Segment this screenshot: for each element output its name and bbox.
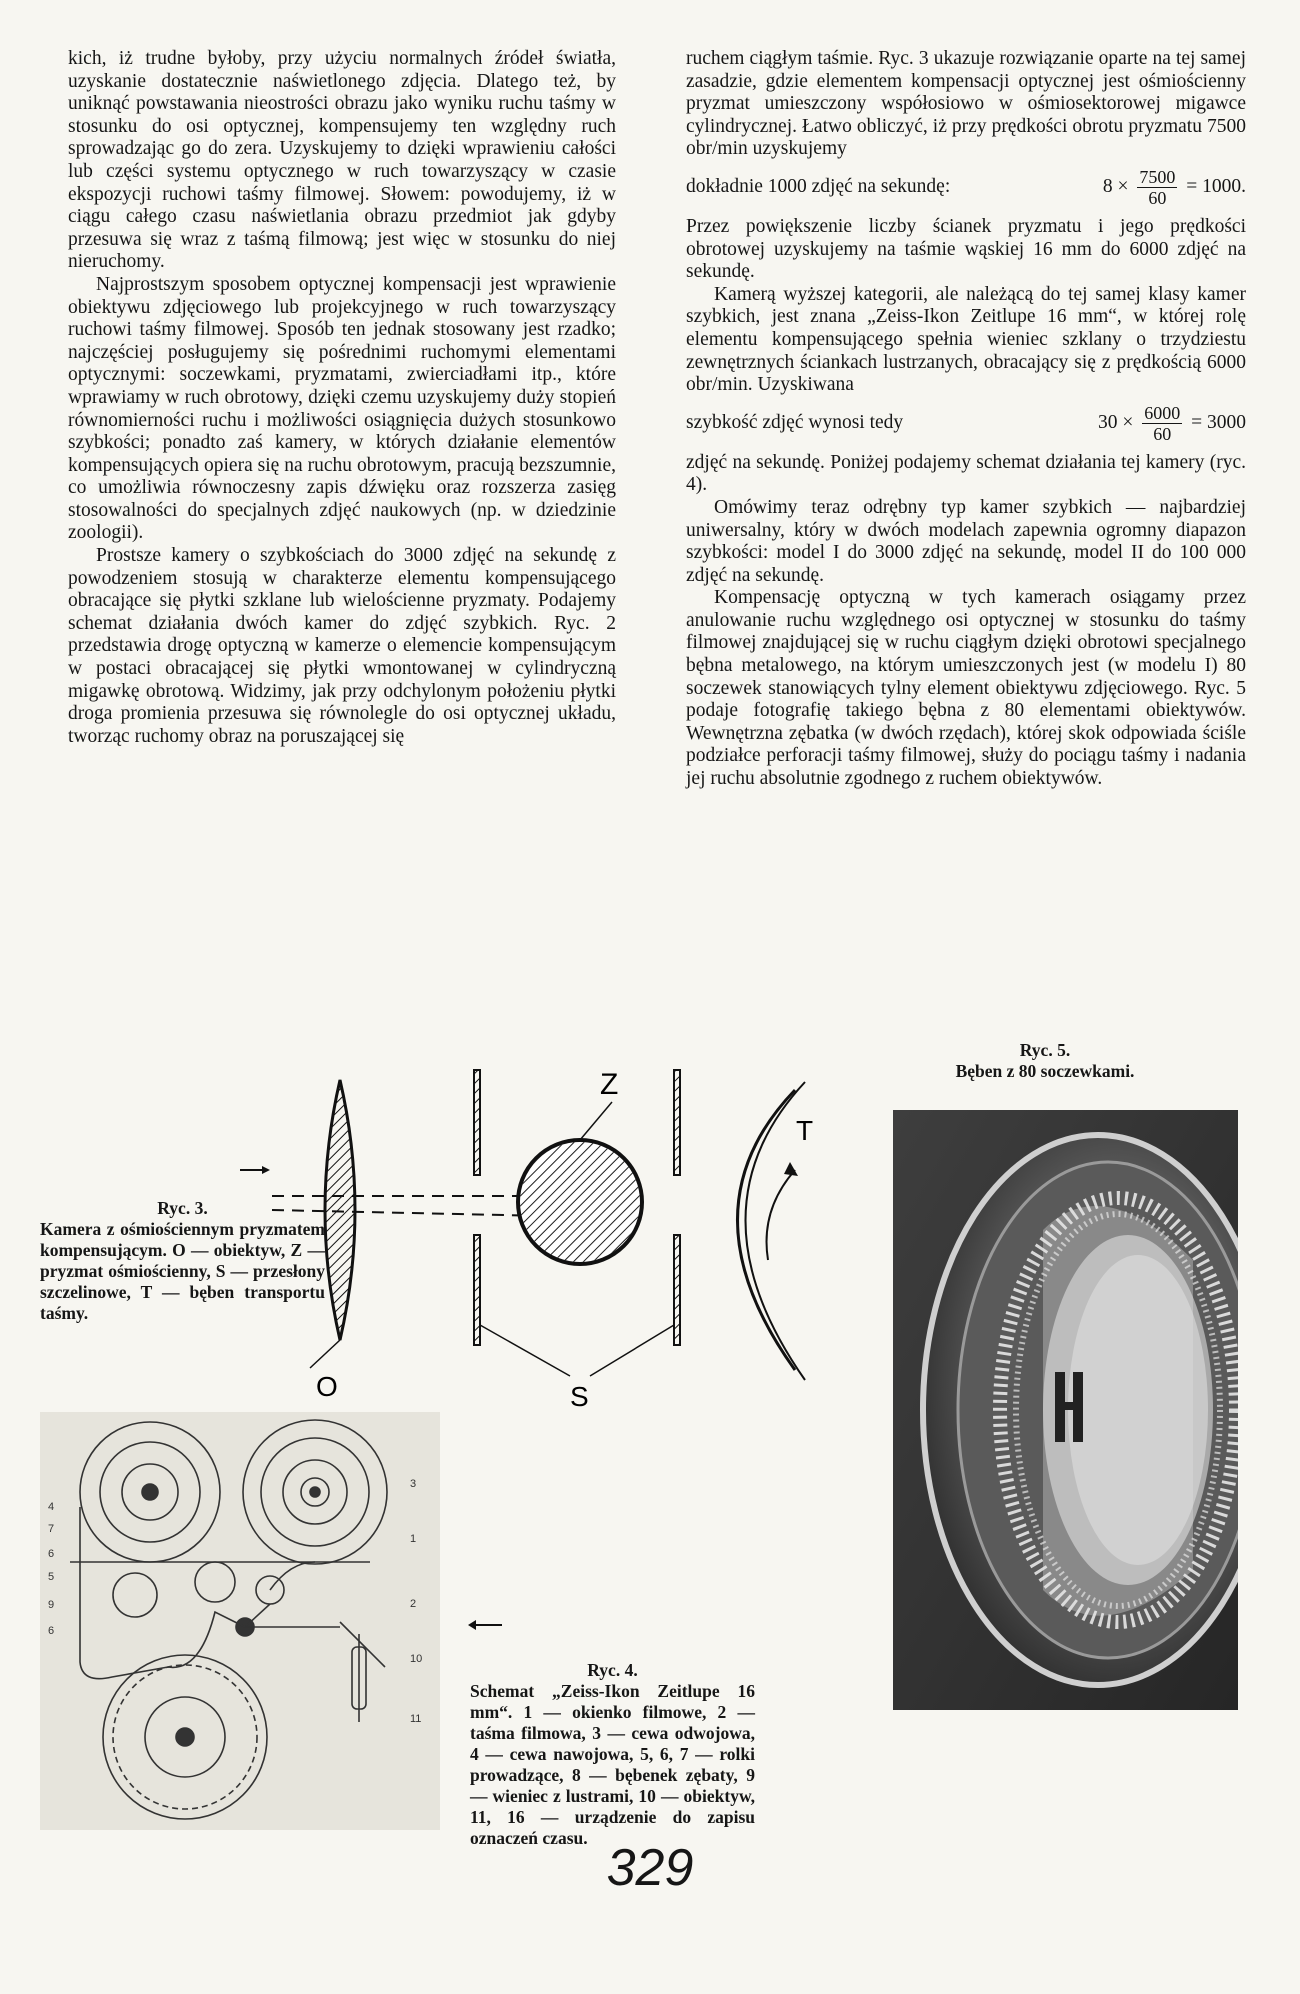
svg-text:7: 7	[48, 1523, 55, 1535]
fraction-numerator: 6000	[1144, 402, 1181, 423]
caption-title: Ryc. 3.	[157, 1198, 208, 1218]
figure-5-caption	[880, 1040, 1210, 1082]
paragraph: Kamerą wyższej kategorii, ale należącą do tej samej klasy kamer szybkich, jest znana „Zeiss-Ikon Zeitlupe 16 mm“, w której rolę elementu kompensującego spełnia wieniec szklany o trzydziestu zewnętrznych ściankach lustrzanych, obracający się z prędkością 6000 obr/min. Uzyskiwana	[686, 283, 1246, 396]
page-number: 329	[606, 1839, 694, 1897]
figure-4-schematic	[40, 1412, 440, 1830]
svg-text:9: 9	[48, 1599, 55, 1611]
svg-text:1: 1	[410, 1533, 417, 1545]
caption-title: Ryc. 4.	[587, 1660, 638, 1680]
caption-text: Bęben z 80 soczewkami.	[955, 1061, 1135, 1081]
caption-title: Ryc. 5.	[1019, 1040, 1071, 1060]
fraction-denominator: 60	[1153, 423, 1172, 444]
svg-text:4: 4	[48, 1501, 55, 1513]
paragraph: Kompensację optyczną w tych kamerach osiągamy przez anulowanie ruchu względnego osi optycznej w stosunku do taśmy filmowej znajdującej się w ruchu ciągłym dzięki obrotowi specjalnego bębna metalowego, na którym umieszczonych jest (w modelu I) 80 soczewek stanowiących tylny element obiektywu zdjęciowego. Ryc. 5 podaje fotografię takiego bębna z 80 elementami obiektywów. Wewnętrzna zębatka (w dwóch rzędach), której skok odpowiada ściśle podziałce perforacji taśmy filmowej, służy do pociągu taśmy i nadania jej ruchu absolutnie zgodnego z ruchem obiektywów.	[686, 587, 1246, 790]
figure-4-caption	[470, 1660, 755, 1849]
fraction-numerator: 7500	[1139, 166, 1176, 187]
paragraph: Prostsze kamery o szybkościach do 3000 zdjęć na sekundę z powodzeniem stosują w charakterze elementu kompensującego obracające się płytki szklane lub wielościenne pryzmaty. Podajemy schemat działania dwóch kamer do zdjęć szybkich. Ryc. 2 przedstawia drogę optyczną w kamerze o elemencie kompensującym w postaci obracającej się płytki wmontowanej w cylindryczną migawkę obrotową. Widzimy, jak przy odchylonym położeniu płytki droga promienia przesuwa się równolegle do osi optycznej układu, tworząc ruchomy obraz na poruszającej się	[68, 545, 616, 747]
formula-fraction	[1137, 167, 1177, 208]
caption-text: Schemat „Zeiss-Ikon Zeitlupe 16 mm“. 1 — okienko filmowe, 2 — taśma filmowa, 3 — cewa odwojowa, 4 — cewa nawojowa, 5, 6, 7 — rolki prowadzące, 8 — bębenek zębaty, 9 — wieniec z lustrami, 10 — obiektyw, 11, 16 — urządzenie do zapisu oznaczeń czasu.	[470, 1681, 755, 1848]
formula-text: szybkość zdjęć wynosi tedy	[686, 411, 904, 433]
figure-5-photo	[893, 1110, 1238, 1710]
svg-text:6: 6	[48, 1548, 55, 1560]
label-t: T	[796, 1115, 814, 1146]
figure-3-caption	[40, 1198, 325, 1324]
label-s: S	[570, 1381, 589, 1410]
left-text-column	[68, 48, 616, 748]
figure-3-diagram	[240, 1050, 840, 1410]
svg-text:10: 10	[410, 1653, 423, 1665]
svg-text:2: 2	[410, 1598, 417, 1610]
fraction-denominator: 60	[1148, 187, 1167, 208]
paragraph: ruchem ciągłym taśmie. Ryc. 3 ukazuje rozwiązanie oparte na tej samej zasadzie, gdzie elementem kompensacji optycznej jest ośmiościenny pryzmat umieszczony współosiowo w ośmiosektorowej migawce cylindrycznej. Łatwo obliczyć, iż przy prędkości obrotu pryzmatu 7500 obr/min uzyskujemy	[686, 48, 1246, 160]
shutter-left	[474, 1070, 480, 1345]
right-text-column	[686, 48, 1246, 791]
formula-factor: 8 ×	[1102, 175, 1129, 197]
formula-fraction	[1142, 403, 1182, 444]
formula-3000	[686, 403, 1246, 444]
formula-text: dokładnie 1000 zdjęć na sekundę:	[686, 176, 951, 198]
formula-1000	[686, 167, 1246, 208]
svg-text:6: 6	[48, 1625, 55, 1637]
formula-factor: 30 ×	[1098, 411, 1134, 433]
shutter-right	[674, 1070, 680, 1345]
caption-text: Kamera z ośmiościennym pryzmatem kompensującym. O — obiektyw, Z — pryzmat ośmiościenny, S — przesłony szczelinowe, T — bęben transportu taśmy.	[40, 1219, 325, 1323]
lens-o	[325, 1080, 355, 1340]
label-o: O	[316, 1371, 338, 1402]
paragraph: Przez powiększenie liczby ścianek pryzmatu i jego prędkości obrotowej uzyskujemy na taśmie wąskiej 16 mm do 6000 zdjęć na sekundę.	[686, 215, 1246, 283]
paragraph: Najprostszym sposobem optycznej kompensacji jest wprawienie obiektywu zdjęciowego lub projekcyjnego w ruch towarzyszący ruchowi taśmy filmowej. Sposób ten jednak stosowany jest rzadko; najczęściej posługujemy się pośrednimi ruchomymi elementami optycznymi: soczewkami, pryzmatami, zwierciadłami itp., które wprawiamy w ruch obrotowy, dzięki czemu uzyskujemy duży stopień równomierności ruchu i możliwości osiągnięcia dużych stosunkowo szybkości; ponadto zaś kamery, w których działanie elementów kompensujących opiera się na ruchu obrotowym, pracują bezszumnie, co umożliwia równoczesny zapis dźwięku oraz rozszerza zasięg stosowalności do specjalnych zdjęć naukowych (np. w dziedzinie zoologii).	[68, 273, 616, 544]
paragraph: Omówimy teraz odrębny typ kamer szybkich — najbardziej uniwersalny, który w dwóch modelach zapewnia ogromny diapazon szybkości: model I do 3000 zdjęć na sekundę, model II do 100 000 zdjęć na sekundę.	[686, 496, 1246, 586]
formula-expression	[1103, 167, 1246, 208]
formula-result: = 3000	[1191, 411, 1246, 433]
paragraph: kich, iż trudne byłoby, przy użyciu normalnych źródeł światła, uzyskanie dostatecznie naświetlonego zdjęcia. Dlatego też, by uniknąć powstawania nieostrości obrazu jako wyniku ruchu taśmy w stosunku do osi optycznej, kompensujemy ten względny ruch sprowadzając go do zera. Uzyskujemy to dzięki wprawieniu całości lub części systemu optycznego w ruch towarzyszący w czasie ekspozycji ruchowi taśmy filmowej. Słowem: powodujemy, iż w ciągu całego czasu naświetlania obrazu przedmiot jak gdyby przesuwa się wraz z taśmą filmową; jest więc w stosunku do niej nieruchomy.	[68, 48, 616, 273]
svg-text:11: 11	[410, 1713, 422, 1725]
svg-text:3: 3	[410, 1478, 417, 1490]
label-z: Z	[600, 1068, 619, 1101]
svg-text:5: 5	[48, 1571, 55, 1583]
formula-result: = 1000.	[1186, 175, 1246, 197]
left-arrow-icon	[468, 1618, 508, 1632]
formula-expression	[1098, 403, 1246, 444]
paragraph: zdjęć na sekundę. Poniżej podajemy schemat działania tej kamery (ryc. 4).	[686, 451, 1246, 496]
